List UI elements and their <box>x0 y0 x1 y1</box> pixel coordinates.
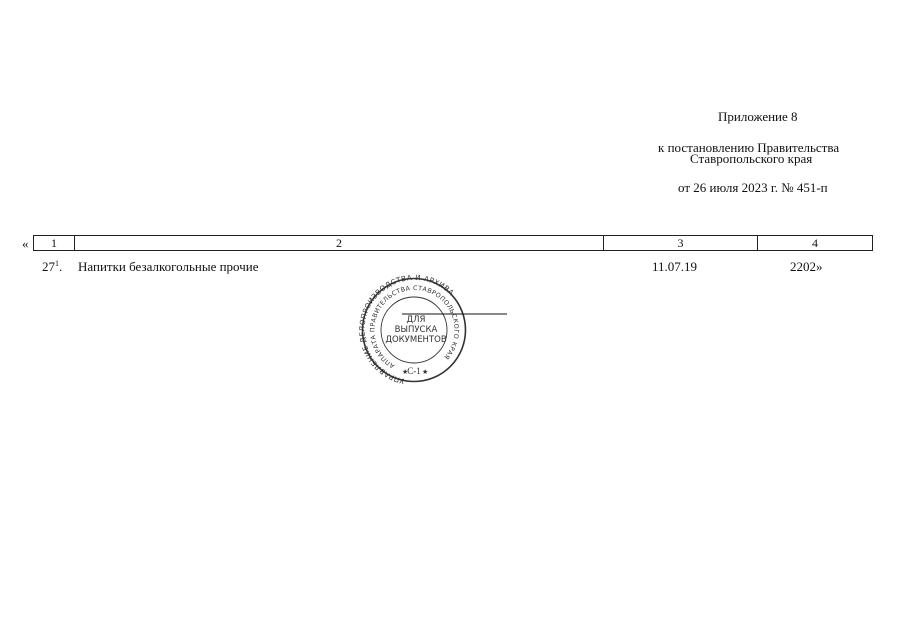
round-stamp <box>350 268 510 398</box>
table-row-code: 2202» <box>790 259 823 274</box>
stamp-outer-text: УПРАВЛЕНИЕ ДЕЛОПРОИЗВОДСТВА И АРХИВА <box>357 272 456 386</box>
appendix-title: Приложение 8 <box>718 109 798 124</box>
column-header-2: 2 <box>75 236 604 251</box>
stamp-center-line-3: ДОКУМЕНТОВ <box>385 335 447 345</box>
stamp-star-left-icon: ★ <box>402 368 409 376</box>
column-header-1: 1 <box>34 236 75 251</box>
column-header-row <box>34 236 873 251</box>
table-row-name: Напитки безалкогольные прочие <box>78 259 259 274</box>
decree-reference-line-1: к постановлению Правительства <box>658 140 840 155</box>
table-row-date: 11.07.19 <box>652 259 698 274</box>
row-number-superscript: 1 <box>55 259 59 268</box>
decree-reference-line-2: Ставропольского края <box>690 151 813 166</box>
row-number-suffix: . <box>59 259 63 274</box>
row-number-main: 27 <box>42 259 55 274</box>
opening-quote: « <box>22 236 29 251</box>
column-header-3: 3 <box>604 236 758 251</box>
table-row-number <box>42 260 62 274</box>
stamp-center-line-1: ДЛЯ <box>406 315 426 325</box>
stamp-code: С-1 <box>407 366 421 376</box>
column-header-table <box>33 235 873 251</box>
stamp-inner-text: АППАРАТА ПРАВИТЕЛЬСТВА СТАВРОПОЛЬСКОГО КРАЯ <box>369 284 460 370</box>
decree-date: от 26 июля 2023 г. № 451-п <box>678 180 828 195</box>
stamp-star-right-icon: ★ <box>422 368 429 376</box>
stamp-center-line-2: ВЫПУСКА <box>394 325 438 335</box>
column-header-4: 4 <box>758 236 873 251</box>
